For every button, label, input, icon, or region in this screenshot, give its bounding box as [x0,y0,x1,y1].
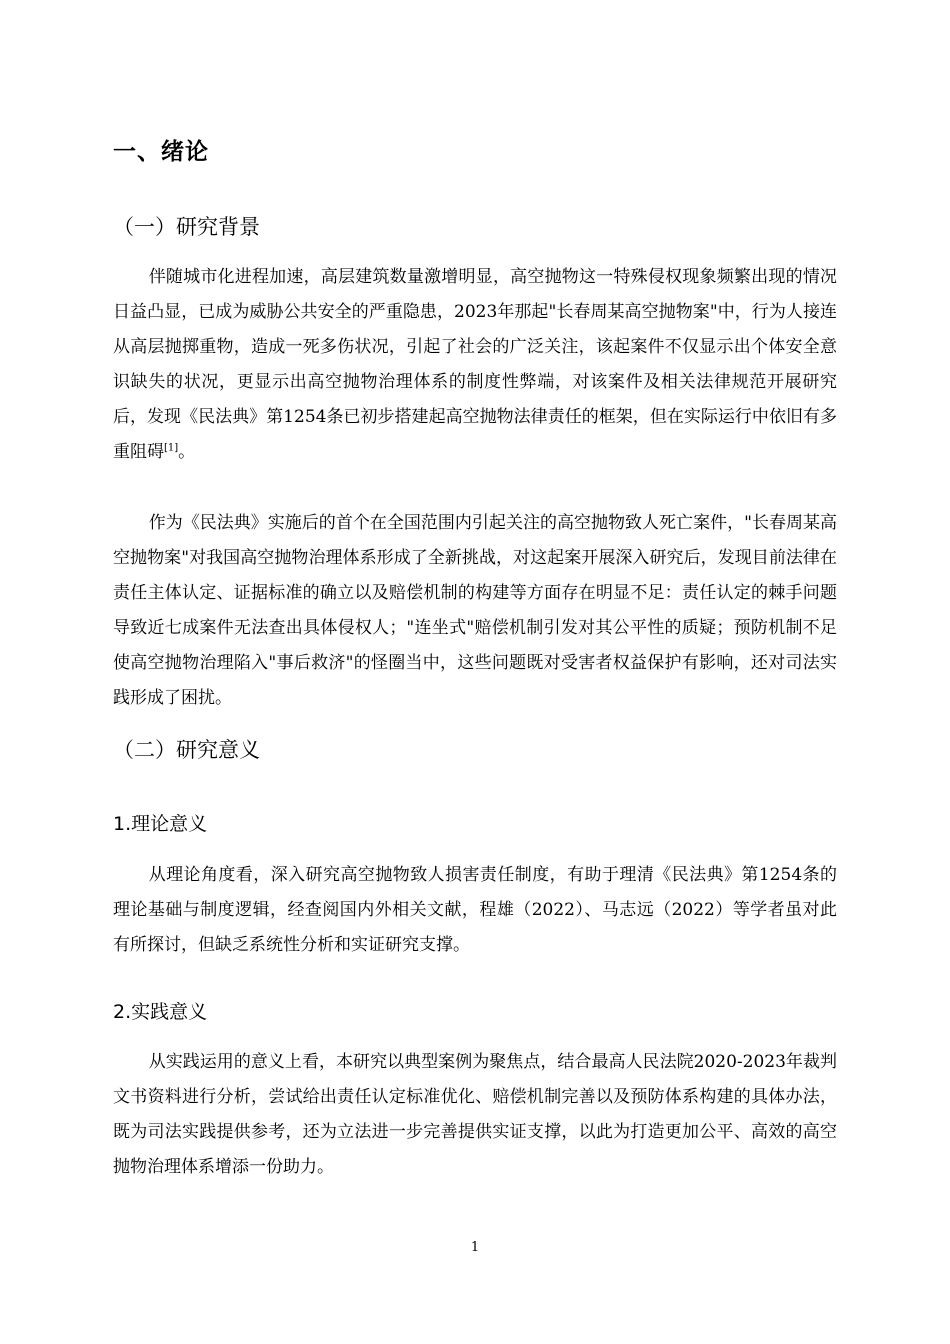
background-paragraph-1-text: 伴随城市化进程加速，高层建筑数量激增明显，高空抛物这一特殊侵权现象频繁出现的情况日益凸显，已成为威胁公共安全的严重隐患，2023年那起"长春周某高空抛物案"中，行为人接连从高层抛掷重物，造成一死多伤状况，引起了社会的广泛关注，该起案件不仅显示出个体安全意识缺失的状况，更显示出高空抛物治理体系的制度性弊端，对该案件及相关法律规范开展研究后，发现《民法典》第1254条已初步搭建起高空抛物法律责任的框架，但在实际运行中依旧有多重阻碍 [113,267,837,462]
theory-paragraph: 从理论角度看，深入研究高空抛物致人损害责任制度，有助于理清《民法典》第1254条的理论基础与制度逻辑，经查阅国内外相关文献，程雄（2022）、马志远（2022）等学者虽对此有所探讨，但缺乏系统性分析和实证研究支撑。 [113,865,837,955]
background-paragraph-1-end: 。 [178,442,196,462]
subsection-heading-theory: 1.理论意义 [113,813,208,835]
background-paragraph-2: 作为《民法典》实施后的首个在全国范围内引起关注的高空抛物致人死亡案件，"长春周某高空抛物案"对我国高空抛物治理体系形成了全新挑战，对这起案开展深入研究后，发现目前法律在责任主体认定、证据标准的确立以及赔偿机制的构建等方面存在明显不足：责任认定的棘手问题导致近七成案件无法查出具体侵权人；"连坐式"赔偿机制引发对其公平性的质疑；预防机制不足使高空抛物治理陷入"事后救济"的怪圈当中，这些问题既对受害者权益保护有影响，还对司法实践形成了困扰。 [113,513,837,708]
citation-reference: [1] [164,442,179,454]
practice-paragraph: 从实践运用的意义上看，本研究以典型案例为聚焦点，结合最高人民法院2020-2023年裁判文书资料进行分析，尝试给出责任认定标准优化、赔偿机制完善以及预防体系构建的具体办法，既为司法实践提供参考，还为立法进一步完善提供实证支撑，以此为打造更加公平、高效的高空抛物治理体系增添一份助力。 [113,1052,837,1177]
subsection-heading-practice: 2.实践意义 [113,1001,208,1023]
section-heading-background: （一）研究背景 [113,215,260,239]
background-paragraph-1 [113,260,837,470]
chapter-title: 一、绪论 [113,139,209,165]
page-number: 1 [470,1240,480,1255]
section-heading-significance: （二）研究意义 [113,738,260,762]
